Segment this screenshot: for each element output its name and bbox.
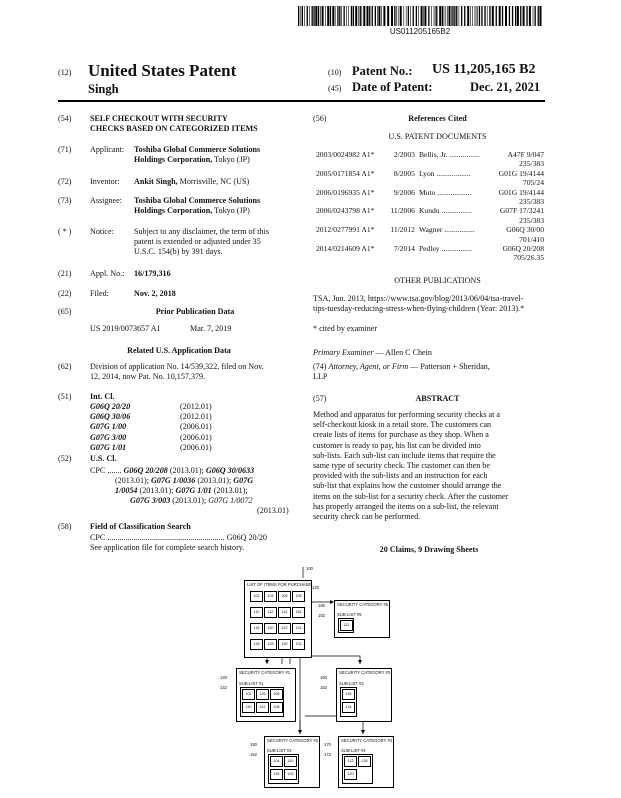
abstract-line: items on the sub-list for a security check. After the customer [313,491,509,501]
cpc-code: G06Q 30/0633 [205,466,255,475]
reference-class-secondary: 235/383 [519,197,544,207]
abstract-line: sub-list that explains how the customer should arrange the [313,481,502,491]
item-cell: 114 [278,607,291,618]
kind-number: (12) [58,68,72,77]
filed-date: Nov. 2, 2018 [134,289,176,298]
cpc-prefix: CPC ....... [90,466,122,475]
sub-list-3-box [340,687,357,717]
reference-class: G06Q 30/00 [506,225,544,235]
cpc-code: G07G 3/003 [130,496,171,505]
sub-list-1-box [240,687,284,717]
abstract-line: same type of security check. The customer can then be [313,461,490,471]
notice-line3: U.S.C. 154(b) by 391 days. [134,247,223,256]
ref-label-172: 172 [324,752,331,757]
cpc-code: G07G 1/0072 [208,496,253,505]
abstract-line: Method and apparatus for performing security checks at a [313,410,500,419]
item-cell: 110 [250,607,263,618]
reference-number: 2006/0243798 A1* [316,206,375,216]
inventor-location: Morrisville, NC (US) [179,177,250,186]
security-category-4-title: SECURITY CATEGORY #4 [341,738,393,743]
intcl-label: Int. Cl. [90,392,115,401]
cpc-date: (2013.01); [197,476,232,485]
sub-list-4-label: SUB-LIST #4 [341,748,366,753]
intcl-date: (2012.01) [180,402,212,411]
abstract-line: has properly arranged the items on a sub-list, the relevant [313,501,499,511]
intcl-date: (2006.01) [180,422,212,432]
item-cell: 120 [344,769,357,780]
item-cell: 116 [292,607,305,618]
intcl-number: (51) [58,392,72,401]
prior-publication-date: Mar. 7, 2019 [190,324,232,333]
patent-type-title: United States Patent [88,61,237,80]
other-publication-line2: tips-tuesday-reducing-stress-when-flying-children (Year: 2013).* [313,304,525,313]
attorney-line2: LLP [313,372,328,381]
item-cell: 118 [250,623,263,634]
references-heading: References Cited [408,114,467,123]
security-category-5-box [334,600,390,638]
abstract-line: self-checkout kiosk in a retail store. The customers can [313,420,492,430]
intcl-code: G06Q 20/20 [90,402,131,411]
cpc-code: G07G 1/01 [175,486,212,495]
uscl-number: (52) [58,454,72,463]
item-cell: 122 [256,702,269,713]
date-number: (45) [328,84,342,93]
security-category-1-title: SECURITY CATEGORY #1 [239,670,291,675]
purchase-list-box [244,580,312,658]
patent-number: US 11,205,165 B2 [432,62,536,77]
item-cell: 124 [342,702,355,713]
item-cell: 108 [270,702,283,713]
ref-label-182: 182 [318,613,325,618]
item-cell: 130 [242,702,255,713]
division-line2: 12, 2014, now Pat. No. 10,157,379. [90,372,206,381]
ref-label-160: 160 [320,675,327,680]
abstract-line: customer is ready to pay, his list can be divided into [313,440,481,450]
applicant-line2-rest: Tokyo (JP) [214,155,250,164]
item-cell: 106 [270,689,283,700]
item-cell: 110 [284,756,297,767]
ref-label-150: 150 [250,742,257,747]
abstract-line: create lists of items for purchase as they shop. When a [313,430,489,440]
cpc-code: G06Q 20/208 [123,466,168,475]
item-cell: 130 [278,639,291,650]
reference-number: 2012/0277991 A1* [316,225,375,235]
date-of-patent: Dec. 21, 2021 [470,80,541,94]
item-cell: 116 [270,769,283,780]
us-documents-heading: U.S. PATENT DOCUMENTS [388,132,487,141]
item-cell: 128 [358,756,371,767]
examiner-label: Primary Examiner [313,348,374,357]
purchase-list-title: LIST OF ITEMS FOR PURCHASE [247,582,312,587]
security-category-4-box [338,736,394,788]
intcl-code: G07G 1/00 [90,422,127,432]
abstract-line: security check can be performed. [313,512,421,522]
ref-label-170: 170 [324,742,331,747]
sub-list-4-box [342,754,373,784]
reference-date: 11/2006 [390,206,415,216]
reference-date: 7/2014 [393,244,415,254]
sub-list-3-label: SUB-LIST #3 [339,681,364,686]
cpc-date: (2013.01); [139,486,174,495]
applicant-line2-bold: Holdings Corporation, [134,155,213,164]
sub-list-2-box [268,754,299,784]
item-cell: 112 [344,756,357,767]
reference-name: Pedley ................ [418,244,472,254]
attorney-name: — Patterson + Sheridan, [410,362,490,371]
reference-class-secondary: 701/410 [519,234,544,244]
related-data-heading: Related U.S. Application Data [127,346,231,355]
invention-title-line2: CHECKS BASED ON CATEGORIZED ITEMS [90,124,258,133]
security-category-2-title: SECURITY CATEGORY #2 [267,738,319,743]
date-label: Date of Patent: [352,80,433,94]
document-number: US011205165B2 [389,27,451,36]
abstract-number: (57) [313,394,327,403]
notice-label: Notice: [90,227,114,236]
item-cell: 102 [242,689,255,700]
ref-label-142: 142 [220,685,227,690]
reference-class: G06Q 20/208 [502,244,544,254]
item-cell: 126 [256,689,269,700]
inventor-label: Inventor: [90,177,120,186]
reference-class: G01G 19/4144 [498,168,544,178]
assignee-line2-rest: Tokyo (JP) [214,206,250,215]
item-cell: 102 [250,591,263,602]
reference-name: Lyon .................. [418,168,471,178]
intcl-code: G06Q 30/06 [90,412,131,422]
inventor-short-name: Singh [88,82,119,96]
item-cell: 128 [264,639,277,650]
security-category-1-box [236,668,296,722]
abstract-line: sub-lists. Each sub-list can include items that require the [313,450,496,460]
item-cell: 126 [250,639,263,650]
sub-list-5-label: SUB-LIST #5 [337,612,362,617]
prior-number: (65) [58,307,72,316]
security-category-5-title: SECURITY CATEGORY #5 [337,602,389,607]
sub-list-5-box [338,618,354,633]
applicant-label: Applicant: [90,145,125,154]
filed-label: Filed: [90,289,109,298]
assignee-line2-bold: Holdings Corporation, [134,206,213,215]
security-category-2-box [264,736,320,788]
reference-date: 2/2003 [393,150,415,159]
ref-label-162: 162 [320,685,327,690]
abstract-heading: ABSTRACT [415,394,460,403]
reference-class: A47F 9/047 [507,150,544,159]
intcl-code: G07G 3/00 [90,432,127,442]
field-label: Field of Classification Search [90,522,191,531]
reference-class-secondary: 705/24 [522,178,544,188]
item-cell: 122 [278,623,291,634]
item-cell: 132 [292,639,305,650]
division-number: (62) [58,362,72,371]
claims-count: 20 Claims, 9 Drawing Sheets [379,545,479,554]
cpc-date: (2013.01); [172,496,207,505]
item-cell: 104 [264,591,277,602]
abstract-line: provided with the sub-lists and an instruction for each [313,471,488,481]
invention-title-line1: SELF CHECKOUT WITH SECURITY [90,114,228,123]
reference-class: G07F 17/3241 [499,206,544,216]
field-number: (58) [58,522,72,531]
title-number: (54) [58,114,72,123]
ref-label-140: 140 [220,675,227,680]
ref-label-120: 120 [312,585,319,590]
item-cell: 106 [278,591,291,602]
sub-list-2-label: SUB-LIST #2 [267,748,292,753]
assignee-number: (73) [58,196,72,205]
security-category-3-title: SECURITY CATEGORY #3 [339,670,391,675]
reference-date: 8/2005 [393,168,415,178]
prior-publication-number: US 2019/0073657 A1 [90,324,161,333]
patent-no-number: (10) [328,68,342,77]
appl-label: Appl. No.: [90,269,125,278]
reference-number: 2005/0171854 A1* [316,168,375,178]
ref-label-100: 100 [306,566,313,571]
item-cell: 132 [284,769,297,780]
uscl-label: U.S. Cl. [90,454,117,463]
item-cell: 112 [340,620,353,631]
intcl-date: (2006.01) [180,442,212,452]
cpc-line5: (2013.01) [257,506,289,515]
cpc-date: (2013.01); [213,486,248,495]
cpc-code: 1/0054 [115,486,138,495]
attorney-number: (74) [313,362,327,371]
division-line1: Division of application No. 14/539,322, filed on Nov. [90,362,264,371]
reference-class-secondary: 705/26.35 [513,253,544,263]
cited-by-examiner: * cited by examiner [313,324,378,333]
reference-number: 2006/0196935 A1* [316,187,375,197]
cpc-date: (2013.01); [115,476,149,485]
cpc-date: (2013.01); [169,466,204,475]
item-cell: 108 [292,591,305,602]
item-cell: 120 [264,623,277,634]
applicant-number: (71) [58,145,72,154]
reference-class-secondary: 235/383 [519,215,544,225]
reference-number: 2003/0024982 A1* [316,150,375,159]
appl-number-code: (21) [58,269,72,278]
reference-class-secondary: 235/383 [519,159,544,169]
notice-line1: Subject to any disclaimer, the term of this [134,227,269,236]
refs-number: (56) [313,114,327,123]
reference-name: Bellis, Jr. ................ [418,150,480,159]
assignee-label: Assignee: [90,196,122,205]
item-cell: 104 [270,756,283,767]
application-number: 16/179,316 [134,269,171,278]
cpc-code: G07G [233,476,254,485]
filed-number: (22) [58,289,72,298]
item-cell: 112 [264,607,277,618]
ref-label-152: 152 [250,752,257,757]
sub-list-1-label: SUB-LIST #1 [239,681,264,686]
other-publications-heading: OTHER PUBLICATIONS [394,276,481,285]
security-category-3-box [336,668,392,722]
reference-class: G01G 19/4144 [498,187,544,197]
field-see-note: See application file for complete search history. [90,543,245,552]
prior-publication-heading: Prior Publication Data [155,307,235,316]
intcl-date: (2012.01) [180,412,212,422]
notice-number: ( * ) [58,227,72,236]
inventor-number: (72) [58,177,72,186]
intcl-code: G07G 1/01 [90,442,127,452]
other-publication-line1: TSA, Jun. 2013, https://www.tsa.gov/blog/2013/06/04/tsa-travel- [313,294,524,303]
reference-name: Muto .................. [418,187,472,197]
attorney-label: Attorney, Agent, or Firm [328,362,409,371]
cpc-code: G07G 1/0036 [150,476,196,485]
item-cell: 124 [292,623,305,634]
assignee-line1: Toshiba Global Commerce Solutions [134,196,261,205]
reference-date: 9/2006 [393,187,415,197]
notice-line2: patent is extended or adjusted under 35 [134,237,261,246]
item-cell: 118 [342,689,355,700]
ref-label-180: 180 [318,603,325,608]
inventor-name: Ankit Singh, [134,177,178,186]
reference-number: 2014/0214609 A1* [316,244,375,254]
applicant-line1: Toshiba Global Commerce Solutions [134,145,261,154]
reference-name: Kundu ................ [418,206,472,216]
reference-name: Wagner ................ [418,225,475,235]
intcl-date: (2006.01) [180,432,212,442]
patent-no-label: Patent No.: [352,64,413,78]
field-cpc: CPC .......................................................... G06Q 20/20 [90,533,267,542]
examiner-name: — Allen C Chein [375,348,432,357]
reference-date: 11/2012 [390,225,415,235]
